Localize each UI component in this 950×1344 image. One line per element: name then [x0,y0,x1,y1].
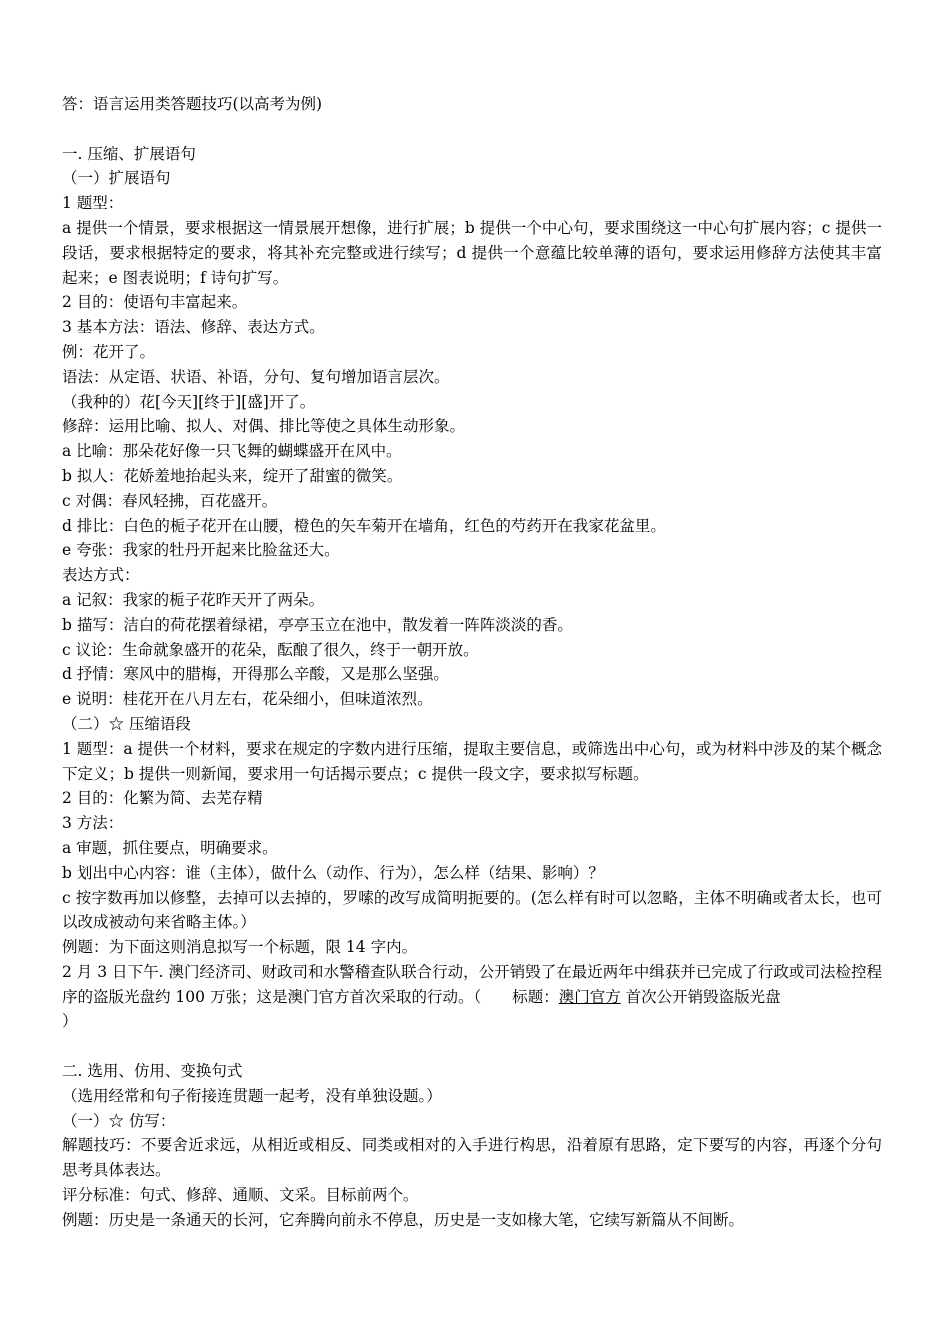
subsection-compress-title: （二）☆ 压缩语段 [62,714,191,733]
blank-line [62,117,882,142]
paragraph: e 夸张：我家的牡丹开起来比脸盆还大。 [62,541,340,560]
paragraph: （选用经常和句子衔接连贯题一起考，没有单独设题。） [62,1086,442,1105]
paragraph: b 拟人：花娇羞地抬起头来，绽开了甜蜜的微笑。 [62,466,403,485]
answer-underlined: 澳门官方 [558,987,621,1006]
paragraph: 语法：从定语、状语、补语，分句、复句增加语言层次。 [62,367,450,386]
paragraph: （我种的）花[今天][终于][盛]开了。 [62,392,316,411]
paragraph: 例题：历史是一条通天的长河，它奔腾向前永不停息，历史是一支如椽大笔，它续写新篇从不间断。 [62,1210,745,1229]
news-example-paragraph [62,960,882,1034]
blank-line [62,1034,882,1059]
paragraph: d 排比：白色的栀子花开在山腰，橙色的矢车菊开在墙角，红色的芍药开在我家花盆里。 [62,516,666,535]
paragraph: 3 方法： [62,814,124,833]
paragraph: 2 目的：使语句丰富起来。 [62,293,248,312]
intro-line: 答：语言运用类答题技巧(以高考为例) [62,95,323,113]
paragraph: 3 基本方法：语法、修辞、表达方式。 [62,318,325,337]
paragraph: a 比喻：那朵花好像一只飞舞的蝴蝶盛开在风中。 [62,442,402,461]
subsection-expand-title: （一）扩展语句 [62,169,171,188]
paragraph: c 对偶：春风轻拂，百花盛开。 [62,491,278,510]
paragraph: d 抒情：寒风中的腊梅，开得那么辛酸，又是那么坚强。 [62,665,449,684]
paragraph: 评分标准：句式、修辞、通顺、文采。目标前两个。 [62,1186,419,1205]
paragraph: 解题技巧：不要舍近求远，从相近或相反、同类或相对的入手进行构思，沿着原有思路，定下要写的内容，再逐个分句思考具体表达。 [62,1136,882,1180]
paragraph: 修辞：运用比喻、拟人、对偶、排比等使之具体生动形象。 [62,417,466,436]
paragraph: b 划出中心内容：谁（主体），做什么（动作、行为），怎么样（结果、影响）？ [62,863,604,882]
paragraph: 1 题型：a 提供一个材料，要求在规定的字数内进行压缩，提取主要信息，或筛选出中心句，或为材料中涉及的某个概念下定义；b 提供一则新闻，要求用一句话揭示要点；c 提供一段文字，要求拟写标题。 [62,739,882,783]
news-text: 2 月 3 日下午. 澳门经济司、财政司和水警稽查队联合行动，公开销毁了在最近两年中缉获并已完成了行政或司法检控程序的盗版光盘约 100 万张；这是澳门官方首次采取的行动。（ 标题： [62,962,882,1006]
paragraph: c 议论：生命就象盛开的花朵，酝酿了很久，终于一朝开放。 [62,640,479,659]
paragraph: a 提供一个情景，要求根据这一情景展开想像，进行扩展；b 提供一个中心句，要求围绕这一中心句扩展内容；c 提供一段话，要求根据特定的要求，将其补充完整或进行续写；d 提供一个意蕴比较单薄的语句，要求运用修辞方法使其丰富起来；e 图表说明；f 诗句扩写。 [62,218,882,287]
section-1-title: 一. 压缩、扩展语句 [62,144,196,163]
closing-paren: ） [62,1012,78,1031]
section-2-title: 二. 选用、仿用、变换句式 [62,1062,243,1081]
paragraph: a 记叙：我家的栀子花昨天开了两朵。 [62,590,325,609]
paragraph: 2 目的：化繁为简、去芜存精 [62,789,263,808]
document-page [62,92,882,1233]
paragraph: 例：花开了。 [62,342,156,361]
paragraph: b 描写：洁白的荷花摆着绿裙，亭亭玉立在池中，散发着一阵阵淡淡的香。 [62,615,573,634]
paragraph: 例题：为下面这则消息拟写一个标题，限 14 字内。 [62,938,418,957]
subsection-imitate-title: （一）☆ 仿写： [62,1111,176,1130]
paragraph: c 按字数再加以修整，去掉可以去掉的，罗嗦的改写成简明扼要的。(怎么样有时可以忽略，主体不明确或者太长，也可以改成被动句来省略主体。） [62,888,882,932]
paragraph: 1 题型： [62,194,124,213]
paragraph: e 说明：桂花开在八月左右，花朵细小，但味道浓烈。 [62,690,433,709]
paragraph: a 审题，抓住要点，明确要求。 [62,838,278,857]
answer-rest: 首次公开销毁盗版光盘 [620,987,781,1006]
paragraph: 表达方式： [62,566,140,585]
